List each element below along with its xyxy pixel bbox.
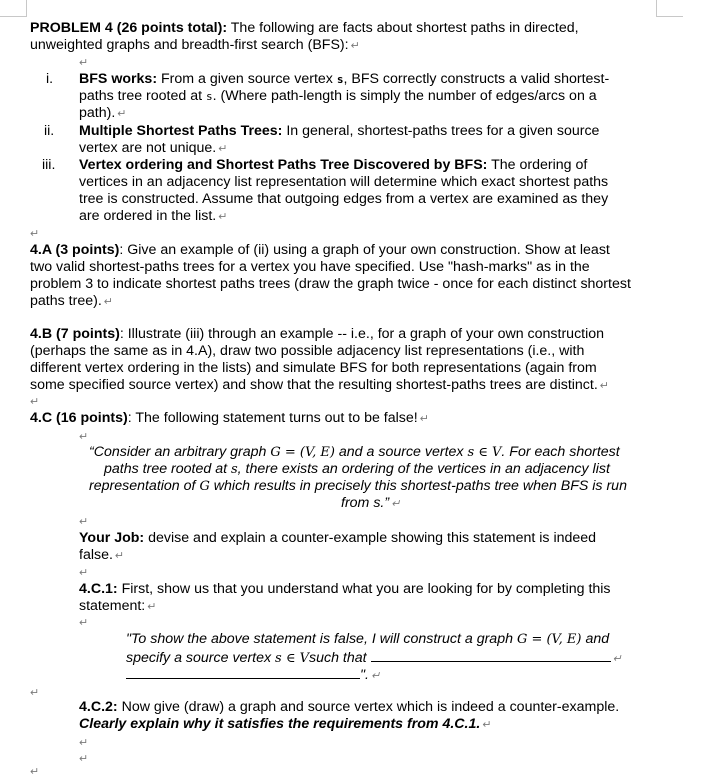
problem-intro-line2: unweighted graphs and breadth-first search (BFS): — [30, 37, 349, 53]
question-text — [30, 377, 609, 395]
question-label: 4.B (7 points) — [30, 326, 120, 342]
list-item-continuation — [79, 140, 227, 158]
paragraph-mark-icon: ↵ — [30, 396, 40, 408]
math-source-vertex: s ∈ V — [275, 651, 309, 666]
math-graph: G = (V, E) — [516, 632, 582, 647]
list-item — [79, 71, 609, 88]
paragraph-mark-icon: ↵ — [599, 380, 609, 392]
false-statement-quote — [89, 478, 627, 495]
list-numeral: iii. — [42, 157, 56, 173]
list-item-continuation: tree is constructed. Assume that outgoing edges from a vertex are examined as they — [79, 191, 609, 207]
fact-heading: Vertex ordering and Shortest Paths Tree Discovered by BFS: — [79, 157, 488, 173]
your-job — [79, 530, 596, 547]
math-source-vertex: s ∈ V — [467, 445, 502, 460]
quote-text: , there exists an ordering of the vertices in an adjacency list — [237, 461, 610, 477]
question-text — [79, 598, 156, 616]
quote-text: . For each shortest — [501, 444, 620, 460]
paragraph-mark-icon: ↵ — [79, 617, 89, 629]
question-text: : Give an example of (ii) using a graph of your own construction. Show at least — [119, 242, 610, 258]
paragraph-mark-icon: ↵ — [419, 413, 429, 425]
math-graph: G = (V, E) — [270, 445, 335, 460]
fact-text: In general, shortest-paths trees for a given source — [286, 123, 600, 139]
statement-text: such that — [309, 650, 367, 666]
question-text: two valid shortest-paths trees for a vertex you have specified. Use "hash-marks" as in the — [30, 259, 590, 275]
list-numeral: i. — [46, 71, 54, 87]
crop-mark-top-left — [0, 0, 27, 17]
paragraph-mark-icon: ↵ — [30, 766, 40, 778]
answer-blank-line[interactable] — [126, 665, 360, 679]
paragraph-mark-icon: ↵ — [482, 719, 492, 731]
problem-heading — [30, 20, 579, 37]
list-item-continuation — [79, 105, 127, 123]
paragraph-mark-icon: ↵ — [30, 228, 40, 240]
answer-blank-line[interactable] — [371, 648, 611, 662]
quote-text: “Consider an arbitrary graph — [89, 444, 267, 460]
quote-text: which results in precisely this shortest-paths tree when BFS is run — [213, 478, 627, 494]
question-label: 4.C.2: — [79, 699, 118, 715]
quote-text: paths tree rooted at — [104, 461, 228, 477]
question-4a — [30, 242, 610, 259]
statement-text: ". — [360, 667, 369, 683]
fill-in-statement — [126, 665, 380, 685]
fact-text: path). — [79, 105, 116, 121]
paragraph-mark-icon: ↵ — [79, 567, 89, 579]
fact-text: are ordered in the list. — [79, 208, 217, 224]
problem-points: (26 points total): — [116, 20, 228, 36]
paragraph-mark-icon: ↵ — [370, 670, 381, 682]
false-statement-quote — [341, 495, 400, 513]
question-label: 4.C.1: — [79, 581, 118, 597]
question-text: (perhaps the same as in 4.A), draw two possible adjacency list representations (i.e., with — [30, 343, 585, 359]
question-text: First, show us that you understand what you are looking for by completing this — [121, 581, 611, 597]
paragraph-mark-icon: ↵ — [79, 431, 89, 443]
fact-text: . (Where path-length is simply the number of edges/arcs on a — [212, 88, 597, 104]
question-text: : Illustrate (iii) through an example -- i.e., for a graph of your own construction — [119, 326, 605, 342]
statement-text: and — [585, 631, 610, 647]
your-job-text: devise and explain a counter-example showing this statement is indeed — [148, 530, 597, 546]
false-statement-quote — [89, 444, 620, 461]
fact-heading: BFS works: — [79, 71, 158, 87]
list-numeral: ii. — [44, 123, 55, 139]
list-item-continuation — [79, 208, 227, 226]
paragraph-mark-icon: ↵ — [79, 737, 89, 749]
your-job-text: false. — [79, 547, 113, 563]
problem-intro-line1: The following are facts about shortest paths in directed, — [230, 20, 579, 36]
question-text: problem 3 to indicate shortest paths trees (draw the graph twice - once for each distinct shortest — [30, 276, 631, 292]
paragraph-mark-icon: ↵ — [30, 687, 40, 699]
quote-text: and a source vertex — [338, 444, 464, 460]
math-graph: G — [199, 479, 210, 494]
question-text: some specified source vertex) and show that the resulting shortest-paths trees are distinct. — [30, 377, 598, 393]
paragraph-mark-icon: ↵ — [218, 143, 228, 155]
question-text: : The following statement turns out to be false! — [127, 410, 418, 426]
quote-text: representation of — [89, 478, 196, 494]
question-4c — [30, 410, 429, 428]
your-job-label: Your Job: — [79, 530, 145, 546]
paragraph-mark-icon: ↵ — [612, 653, 622, 665]
question-text: Clearly explain why it satisfies the requirements from 4.C.1. — [79, 716, 481, 732]
paragraph-mark-icon: ↵ — [79, 753, 89, 765]
fact-heading: Multiple Shortest Paths Trees: — [79, 123, 283, 139]
question-text — [30, 293, 113, 311]
question-4c2 — [79, 699, 619, 716]
paragraph-mark-icon: ↵ — [117, 108, 127, 120]
fact-text: The ordering of — [491, 157, 588, 173]
fact-text: vertex are not unique. — [79, 140, 217, 156]
quote-text: from s.” — [341, 495, 390, 511]
question-text-emphasis — [79, 716, 492, 734]
question-text: Now give (draw) a graph and source vertex which is indeed a counter-example. — [121, 699, 620, 715]
question-label: 4.C (16 points) — [30, 410, 128, 426]
fill-in-statement — [126, 631, 609, 648]
question-4b — [30, 326, 604, 343]
fact-text: , BFS correctly constructs a valid shortest- — [343, 71, 610, 87]
statement-text: specify a source vertex — [126, 650, 272, 666]
list-item-continuation: vertices in an adjacency list representation will determine which exact shortest paths — [79, 174, 609, 190]
question-text: different vertex ordering in the lists) and simulate BFS for both representations (again from — [30, 360, 597, 376]
list-item — [79, 157, 587, 174]
paragraph-mark-icon: ↵ — [391, 498, 401, 510]
paragraph-mark-icon: ↵ — [79, 516, 89, 528]
false-statement-quote — [104, 461, 610, 478]
fact-text: paths tree rooted at — [79, 88, 203, 104]
source-vertex-variable: s — [206, 90, 213, 103]
question-4c1 — [79, 581, 611, 598]
paragraph-mark-icon: ↵ — [147, 601, 157, 613]
paragraph-mark-icon: ↵ — [103, 296, 113, 308]
paragraph-mark-icon: ↵ — [218, 211, 228, 223]
list-item — [79, 123, 599, 140]
question-label: 4.A (3 points) — [30, 242, 120, 258]
paragraph-mark-icon: ↵ — [350, 40, 360, 52]
paragraph-mark-icon: ↵ — [114, 550, 125, 562]
source-vertex-variable: s — [336, 73, 344, 86]
math-source-vertex: s — [231, 462, 238, 477]
problem-title: PROBLEM 4 — [30, 20, 113, 36]
list-item-continuation — [79, 88, 597, 105]
your-job-text — [79, 547, 124, 565]
problem-intro — [30, 37, 360, 55]
fact-text: From a given source vertex — [161, 71, 333, 87]
statement-text: "To show the above statement is false, I will construct a graph — [126, 631, 513, 647]
question-text: statement: — [79, 598, 146, 614]
question-text: paths tree). — [30, 293, 102, 309]
paragraph-mark-icon: ↵ — [79, 57, 89, 69]
crop-mark-top-right — [656, 0, 683, 17]
